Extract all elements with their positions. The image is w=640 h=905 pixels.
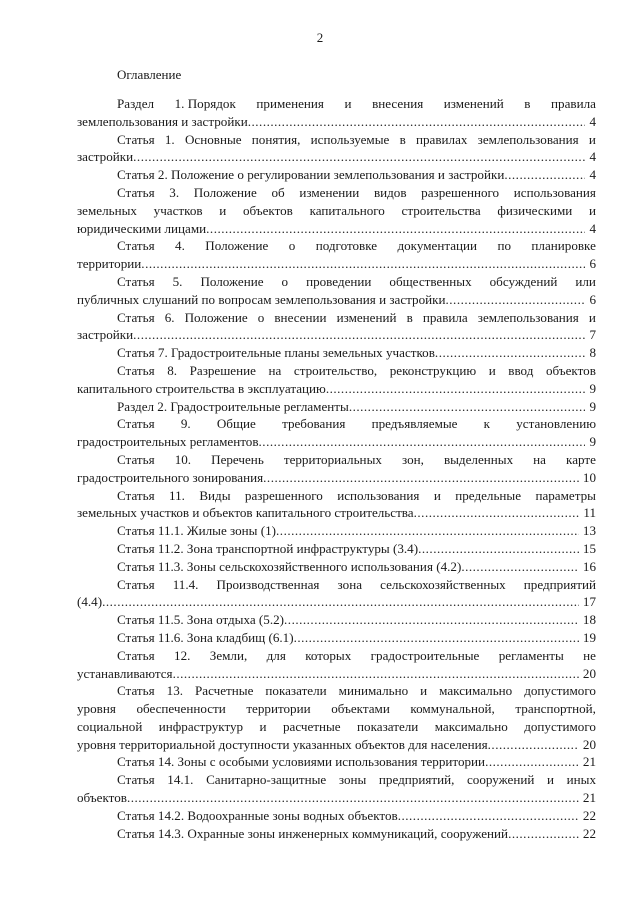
toc-word: и <box>219 202 227 218</box>
dot-leader <box>259 433 586 451</box>
toc-entry[interactable] <box>77 629 596 647</box>
toc-word: об <box>271 184 285 200</box>
toc-entry-line <box>77 576 596 594</box>
toc-word: сельскохозяйственных <box>380 576 506 592</box>
dot-leader <box>414 504 580 522</box>
toc-page-number: 4 <box>589 220 596 236</box>
toc-word: территориальных <box>283 451 382 467</box>
toc-entry-text: публичных слушаний по вопросам землепользования и застройки <box>77 291 446 307</box>
toc-page-number: 7 <box>589 327 596 343</box>
toc-entry[interactable] <box>77 184 596 237</box>
toc-entry-last-line <box>77 753 596 771</box>
toc-word: уровня <box>77 701 116 717</box>
toc-entry-last-line <box>77 736 596 754</box>
toc-word: используемые <box>310 131 390 147</box>
toc-word: о <box>288 238 296 254</box>
toc-word: допустимого <box>524 683 596 699</box>
dot-leader <box>141 255 585 273</box>
toc-word: Статья <box>117 238 155 254</box>
toc-entry-text: градостроительных регламентов <box>77 434 259 450</box>
toc-entry-last-line <box>77 611 596 629</box>
toc-entry[interactable] <box>77 540 596 558</box>
toc-entry[interactable] <box>77 309 596 345</box>
toc-word: 13. <box>166 683 184 699</box>
toc-word: транспортной, <box>515 701 596 717</box>
toc-word: карте <box>566 451 596 467</box>
toc-entry-text: юридическими лицами <box>77 220 207 236</box>
toc-word: Статья <box>117 647 155 663</box>
toc-entry[interactable] <box>77 771 596 807</box>
toc-word: Статья <box>117 451 155 467</box>
toc-entry-last-line <box>77 522 596 540</box>
toc-page-number: 20 <box>582 736 596 752</box>
toc-word: Виды <box>199 487 231 503</box>
toc-page-number: 9 <box>589 434 596 450</box>
toc-page-number: 8 <box>589 345 596 361</box>
toc-word: 11. <box>169 487 185 503</box>
toc-word: регламенты <box>498 647 564 663</box>
toc-word: обеспеченности <box>136 701 226 717</box>
toc-word: социальной <box>77 718 143 734</box>
toc-word: планировке <box>531 238 596 254</box>
toc-page-number: 6 <box>589 256 596 272</box>
toc-entry-last-line <box>77 255 596 273</box>
toc-page-number: 4 <box>589 113 596 129</box>
dot-leader <box>127 789 579 807</box>
toc-page-number: 20 <box>582 665 596 681</box>
toc-page-number: 15 <box>582 540 596 556</box>
toc-entry-text: градостроительного зонирования <box>77 469 264 485</box>
toc-word: применения <box>256 96 324 111</box>
toc-word: в <box>406 309 413 325</box>
toc-entry[interactable] <box>77 166 596 184</box>
toc-entry-line <box>77 451 596 469</box>
toc-word: 12. <box>174 647 191 663</box>
toc-word: участков <box>153 202 203 218</box>
dot-leader <box>294 629 579 647</box>
dot-leader <box>446 291 586 309</box>
toc-entry[interactable] <box>77 682 596 753</box>
toc-entry-last-line <box>77 326 596 344</box>
toc-word: и <box>488 362 496 378</box>
toc-entry-line <box>77 771 596 789</box>
toc-word: изменений <box>443 96 504 111</box>
toc-word: Санитарно-защитные <box>206 772 327 788</box>
toc-entry-line <box>77 487 596 505</box>
toc-word: не <box>583 647 596 663</box>
toc-entry-line <box>77 718 596 736</box>
toc-word: показатели <box>265 683 327 699</box>
toc-entry-text: Раздел 2. Градостроительные регламенты <box>117 398 349 414</box>
toc-word: 8. <box>167 362 178 378</box>
toc-word: обсуждений <box>489 273 558 289</box>
toc-word: 9. <box>180 416 191 432</box>
toc-word: Положение <box>205 238 269 254</box>
toc-word: и <box>547 772 555 788</box>
toc-word: проведении <box>306 273 372 289</box>
toc-entry-last-line <box>77 540 596 558</box>
toc-word: и <box>588 202 596 218</box>
toc-entry[interactable] <box>77 611 596 629</box>
toc-entry-text: Статья 11.6. Зона кладбищ (6.1) <box>117 629 294 645</box>
toc-page-number: 18 <box>582 612 596 628</box>
toc-word: зоны <box>338 772 367 788</box>
toc-word: 1. <box>164 131 175 147</box>
toc-entry-last-line <box>77 291 596 309</box>
toc-entry-line <box>77 415 596 433</box>
toc-entry-text: Статья 11.2. Зона транспортной инфраструктуры (3.4) <box>117 540 419 556</box>
toc-entry-text: земельных участков и объектов капитального строительства <box>77 505 414 521</box>
toc-entry-line <box>77 362 596 380</box>
toc-entry-last-line <box>77 220 596 238</box>
toc-word: градостроительные <box>370 647 480 663</box>
toc-word: минимально <box>338 683 409 699</box>
toc-word: по <box>497 238 512 254</box>
toc-word: которых <box>305 647 352 663</box>
toc-word: разрешенного <box>421 184 500 200</box>
toc-page-number: 22 <box>582 825 596 841</box>
toc-word: капитального <box>309 202 385 218</box>
toc-word: реконструкцию <box>389 362 477 378</box>
toc-word: о <box>281 273 289 289</box>
dot-leader <box>173 665 579 683</box>
toc-word: объектов <box>242 202 293 218</box>
toc-entry[interactable] <box>77 753 596 771</box>
toc-page-number: 22 <box>582 807 596 823</box>
dot-leader <box>508 825 579 843</box>
dot-leader <box>133 148 585 166</box>
toc-word: объектами <box>331 701 390 717</box>
toc-entry-last-line <box>77 166 596 184</box>
toc-word: использования <box>513 184 596 200</box>
toc-entry-text: Статья 14.2. Водоохранные зоны водных объектов <box>117 807 398 823</box>
toc-page-number: 19 <box>582 629 596 645</box>
toc-word: Производственная <box>216 576 320 592</box>
toc-word: предъявляемые <box>371 416 458 432</box>
toc-entry-text: капитального строительства в эксплуатацию <box>77 380 326 396</box>
toc-word: и <box>588 309 596 325</box>
toc-word: Статья <box>117 416 155 432</box>
toc-word: допустимого <box>524 718 596 734</box>
toc-entry-last-line <box>77 789 596 807</box>
toc-entry[interactable] <box>77 558 596 576</box>
toc-word: и <box>344 96 352 111</box>
toc-entry[interactable] <box>77 451 596 487</box>
toc-entry[interactable] <box>77 95 596 131</box>
toc-word: о <box>257 309 265 325</box>
toc-word: Статья <box>117 184 155 200</box>
toc-entry-text: территории <box>77 256 142 272</box>
toc-word: землепользования <box>477 309 579 325</box>
toc-word: 4. <box>175 238 185 254</box>
toc-word: 6. <box>164 309 175 325</box>
toc-word: Положение <box>184 309 248 325</box>
dot-leader <box>326 380 586 398</box>
dot-leader <box>263 469 579 487</box>
toc-word: Статья <box>117 772 155 788</box>
toc-word: 14.1. <box>167 772 194 788</box>
toc-word: на <box>268 362 282 378</box>
toc-word: 3. <box>169 184 180 200</box>
toc-entry-last-line <box>77 344 596 362</box>
dot-leader <box>461 558 579 576</box>
toc-page-number: 16 <box>582 558 596 574</box>
toc-word: использования <box>337 487 420 503</box>
toc-entry-last-line <box>77 825 596 843</box>
toc-entry-text: землепользования и застройки <box>77 113 248 129</box>
toc-word: документации <box>397 238 478 254</box>
toc-word: зон, <box>401 451 424 467</box>
toc-entry-text: Статья 11.5. Зона отдыха (5.2) <box>117 612 285 628</box>
toc-word: параметры <box>535 487 596 503</box>
toc-page-number: 13 <box>582 523 596 539</box>
toc-entry-line <box>77 131 596 149</box>
toc-word: Статья <box>117 362 155 378</box>
toc-word: правилах <box>415 131 468 147</box>
toc-entry-text: Статья 2. Положение о регулировании землепользования и застройки <box>117 167 505 183</box>
page-number: 2 <box>316 30 324 45</box>
toc-word: сооружений <box>467 772 535 788</box>
toc-word: внесения <box>372 96 424 111</box>
toc-entry[interactable] <box>77 825 596 843</box>
toc-word: подготовке <box>315 238 378 254</box>
toc-entry-last-line <box>77 558 596 576</box>
toc-word: Разрешение <box>189 362 256 378</box>
toc-word: в <box>399 131 406 147</box>
toc-word: внесении <box>274 309 327 325</box>
toc-word: 11.4. <box>172 576 199 592</box>
toc-word: иных <box>566 772 596 788</box>
toc-entry-text: Статья 11.3. Зоны сельскохозяйственного использования (4.2) <box>117 558 462 574</box>
toc-entry-line <box>77 309 596 327</box>
toc-entry-text: Статья 11.1. Жилые зоны (1) <box>117 523 277 539</box>
toc-word: к <box>483 416 491 432</box>
toc-page-number: 21 <box>582 790 596 806</box>
toc-word: 10. <box>174 451 192 467</box>
toc-word: Основные <box>184 131 242 147</box>
toc-word: требования <box>282 416 346 432</box>
toc-word: для <box>266 647 286 663</box>
toc-word: правила <box>422 309 468 325</box>
toc-page-number: 4 <box>589 167 596 183</box>
toc-entry[interactable] <box>77 362 596 398</box>
toc-page-number: 17 <box>582 594 596 610</box>
toc-entry-line <box>77 95 596 113</box>
toc-word: в <box>524 96 531 111</box>
toc-entry-text: уровня территориальной доступности указанных объектов для населения <box>77 736 488 752</box>
toc-word: расчетные <box>282 718 341 734</box>
toc-word: показатели <box>357 718 419 734</box>
toc-word: строительство, <box>293 362 378 378</box>
toc-entry-last-line <box>77 504 596 522</box>
toc-word: объектов <box>545 362 596 378</box>
dot-leader <box>485 753 579 771</box>
dot-leader <box>435 344 586 362</box>
toc-word: Статья <box>117 131 155 147</box>
toc-word: изменений <box>336 309 397 325</box>
toc-word: Общие <box>216 416 256 432</box>
toc-word: зона <box>337 576 363 592</box>
toc-word: ввод <box>508 362 534 378</box>
toc-entry[interactable] <box>77 344 596 362</box>
toc-word: правила <box>551 96 596 111</box>
toc-entry-line <box>77 237 596 255</box>
toc-word: изменении <box>299 184 360 200</box>
toc-entry[interactable] <box>77 273 596 309</box>
toc-entry-last-line <box>77 433 596 451</box>
toc-word: общественных <box>389 273 472 289</box>
dot-leader <box>504 166 585 184</box>
toc-word: инфраструктур <box>158 718 244 734</box>
toc-entry-text: застройки <box>77 327 134 343</box>
toc-word: Статья <box>117 309 155 325</box>
toc-word: 5. <box>172 273 183 289</box>
toc-word: земельных <box>77 202 137 218</box>
toc-entry-line <box>77 184 596 202</box>
toc-entry-last-line <box>77 113 596 131</box>
toc-entry-text: застройки <box>77 149 134 165</box>
toc-entry[interactable] <box>77 522 596 540</box>
toc-word: 1. Порядок <box>174 96 236 111</box>
toc-word: максимально <box>434 718 508 734</box>
toc-page-number: 9 <box>589 380 596 396</box>
toc-word: Перечень <box>211 451 264 467</box>
toc-word: строительства <box>401 202 481 218</box>
toc-entry[interactable] <box>77 237 596 273</box>
toc-word: Статья <box>117 683 155 699</box>
dot-leader <box>349 398 586 416</box>
toc-page-number: 10 <box>582 469 596 485</box>
toc-page-number: 4 <box>589 149 596 165</box>
toc-entry[interactable] <box>77 576 596 612</box>
toc-word: Статья <box>117 273 155 289</box>
toc-entry[interactable] <box>77 487 596 523</box>
toc-entry[interactable] <box>77 647 596 683</box>
toc-entry-text: Статья 14. Зоны с особыми условиями использования территории <box>117 754 486 770</box>
toc-entry-line <box>77 682 596 700</box>
toc-word: Расчетные <box>195 683 254 699</box>
toc-entry[interactable] <box>77 807 596 825</box>
toc-entry-last-line <box>77 469 596 487</box>
toc-word: Раздел <box>117 96 155 111</box>
toc-word: выделенных <box>443 451 514 467</box>
toc-entry[interactable] <box>77 131 596 167</box>
toc-word: или <box>575 273 596 289</box>
toc-word: физическими <box>497 202 573 218</box>
toc-entry-last-line <box>77 593 596 611</box>
dot-leader <box>133 326 585 344</box>
toc-word: коммунальной, <box>410 701 495 717</box>
toc-word: Статья <box>117 487 155 503</box>
dot-leader <box>488 736 579 754</box>
toc-word: предприятий, <box>378 772 455 788</box>
toc-word: предприятий <box>523 576 596 592</box>
toc-word: и <box>259 718 267 734</box>
toc-page-number: 11 <box>583 505 596 521</box>
table-of-contents <box>77 95 596 842</box>
dot-leader <box>276 522 579 540</box>
dot-leader <box>398 807 579 825</box>
toc-entry-text: (4.4) <box>77 594 103 610</box>
toc-entry-last-line <box>77 629 596 647</box>
toc-entry-line <box>77 647 596 665</box>
toc-heading: Оглавление <box>117 67 182 82</box>
toc-entry-last-line <box>77 380 596 398</box>
toc-entry-text: устанавливаются <box>77 665 173 681</box>
toc-entry[interactable] <box>77 398 596 416</box>
dot-leader <box>102 593 579 611</box>
toc-page-number: 9 <box>589 398 596 414</box>
toc-word: территории <box>246 701 311 717</box>
toc-entry-line <box>77 700 596 718</box>
toc-entry-line <box>77 202 596 220</box>
dot-leader <box>248 113 586 131</box>
toc-word: и <box>588 131 596 147</box>
toc-page-number: 6 <box>589 291 596 307</box>
toc-word: Положение <box>200 273 264 289</box>
toc-word: понятия, <box>251 131 301 147</box>
toc-entry-text: Статья 7. Градостроительные планы земельных участков <box>117 345 435 361</box>
dot-leader <box>418 540 579 558</box>
toc-word: разрешенного <box>244 487 323 503</box>
toc-entry-last-line <box>77 807 596 825</box>
toc-entry-last-line <box>77 398 596 416</box>
toc-page-number: 21 <box>582 754 596 770</box>
toc-entry[interactable] <box>77 415 596 451</box>
toc-entry-last-line <box>77 665 596 683</box>
dot-leader <box>206 220 585 238</box>
toc-word: установлению <box>516 416 596 432</box>
toc-word: максимально <box>439 683 513 699</box>
toc-word: видов <box>373 184 407 200</box>
toc-word: на <box>533 451 546 467</box>
toc-entry-last-line <box>77 148 596 166</box>
toc-word: Статья <box>117 576 155 592</box>
toc-word: Положение <box>193 184 257 200</box>
toc-word: Земли, <box>209 647 248 663</box>
toc-word: и <box>420 683 428 699</box>
dot-leader <box>284 611 579 629</box>
toc-word: предельные <box>455 487 522 503</box>
toc-entry-text: объектов <box>77 790 127 806</box>
toc-word: землепользования <box>477 131 579 147</box>
toc-word: и <box>433 487 441 503</box>
toc-entry-text: Статья 14.3. Охранные зоны инженерных коммуникаций, сооружений <box>117 825 509 841</box>
toc-entry-line <box>77 273 596 291</box>
